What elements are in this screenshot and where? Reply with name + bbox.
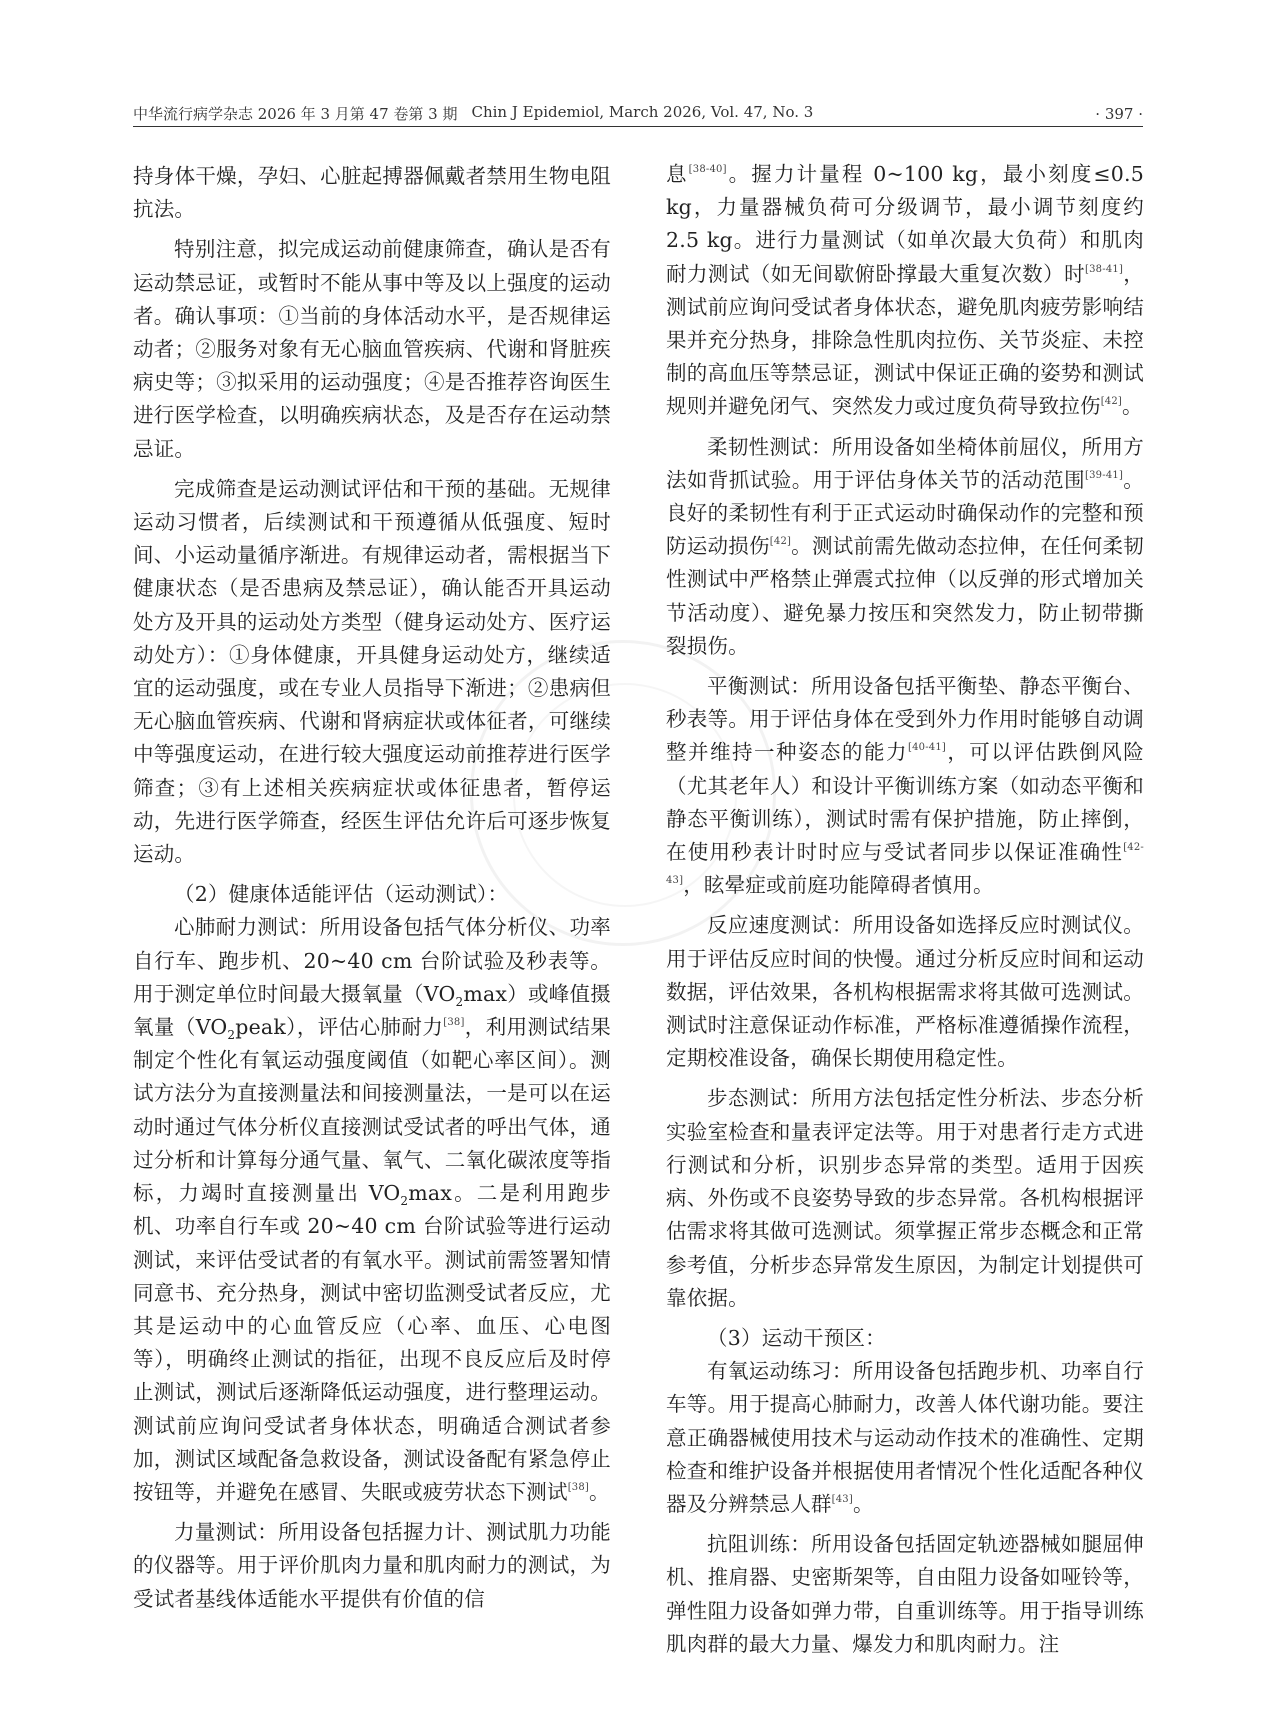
text-run: 息 xyxy=(666,162,689,186)
body-paragraph xyxy=(666,909,1144,1075)
citation-ref: [39-41] xyxy=(1085,469,1124,481)
body-paragraph xyxy=(133,160,611,226)
text-run: 有氧运动练习：所用设备包括跑步机、功率自行车等。用于提高心肺耐力，改善人体代谢功能。要注意正确器械使用技术与运动动作技术的准确性、定期检查和维护设备并根据使用者情况个性化适配各种仪器及分辨禁忌人群 xyxy=(666,1359,1144,1516)
text-run: 步态测试：所用方法包括定性分析法、步态分析实验室检查和量表评定法等。用于对患者行走方式进行测试和分析，识别步态异常的类型。适用于因疾病、外伤或不良姿势导致的步态异常。各机构根据评估需求将其做可选测试。须掌握正常步态概念和正常参考值，分析步态异常发生原因，为制定计划提供可靠依据。 xyxy=(666,1086,1144,1310)
text-run: 柔韧性测试：所用设备如坐椅体前屈仪，所用方法如背抓试验。用于评估身体关节的活动范围 xyxy=(666,434,1144,492)
text-run: max）或峰值摄氧量（VO xyxy=(133,981,611,1040)
citation-ref: [43] xyxy=(831,1493,853,1505)
text-run: 抗阻训练：所用设备包括固定轨迹器械如腿屈伸机、推肩器、史密斯架等，自由阻力设备如哑铃等，弹性阻力设备如弹力带，自重训练等。用于指导训练肌肉群的最大力量、爆发力和肌肉耐力。注 xyxy=(666,1532,1144,1656)
text-run: ，眩晕症或前庭功能障碍者慎用。 xyxy=(683,873,994,898)
text-run: （3）运动干预区： xyxy=(707,1325,886,1350)
citation-ref: [42] xyxy=(769,536,792,548)
journal-citation xyxy=(133,103,813,124)
subscript: 2 xyxy=(455,994,464,1009)
text-run: （2）健康体适能评估（运动测试）： xyxy=(174,882,509,907)
citation-ref: [38-41] xyxy=(1085,263,1124,275)
subscript: 2 xyxy=(227,1028,236,1043)
text-run: 完成筛查是运动测试评估和干预的基础。无规律运动习惯者，后续测试和干预遵循从低强度、短时间、小运动量循序渐进。有规律运动者，需根据当下健康状态（是否患病及禁忌证），确认能否开具运动处方及开具的运动处方类型（健身运动处方、医疗运动处方）：①身体健康，开具健身运动处方，继续适宜的运动强度，或在专业人员指导下渐进；②患病但无心脑血管疾病、代谢和肾病症状或体征者，可继续中等强度运动，在进行较大强度运动前推荐进行医学筛查；③有上述相关疾病症状或体征患者，暂停运动，先进行医学筛查，经医生评估允许后可逐步恢复运动。 xyxy=(133,476,611,867)
journal-title-en: Chin J Epidemiol, March 2026, Vol. 47, No. 3 xyxy=(471,103,814,121)
text-run: ，可以评估跌倒风险（尤其老年人）和设计平衡训练方案（如动态平衡和静态平衡训练），测试时需有保护措施，防止摔倒，在使用秒表计时时应与受试者同步以保证准确性 xyxy=(666,740,1144,865)
body-paragraph xyxy=(666,158,1144,424)
citation-ref: [38] xyxy=(443,1017,465,1029)
body-paragraph xyxy=(666,1322,1144,1355)
text-run: 。测试前需先做动态拉伸，在任何柔韧性测试中严格禁止弹震式拉伸（以反弹的形式增加关节活动度）、避免暴力按压和突然发力，防止韧带撕裂损伤。 xyxy=(666,534,1145,658)
text-run: 力量测试：所用设备包括握力计、测试肌力功能的仪器等。用于评价肌肉力量和肌肉耐力的测试，为受试者基线体适能水平提供有价值的信 xyxy=(133,1520,611,1611)
body-paragraph xyxy=(666,431,1144,663)
text-run: 反应速度测试：所用设备如选择反应时测试仪。用于评估反应时间的快慢。通过分析反应时间和运动数据，评估效果，各机构根据需求将其做可选测试。测试时注意保证动作标准，严格标准遵循操作流程，定期校准设备，确保长期使用稳定性。 xyxy=(666,913,1144,1071)
body-paragraph xyxy=(133,1516,611,1616)
citation-ref: [42] xyxy=(1100,396,1123,408)
text-run: ，测试前应询问受试者身体状态，避免肌肉疲劳影响结果并充分热身，排除急性肌肉拉伤、关节炎症、未控制的高血压等禁忌证，测试中保证正确的姿势和测试规则并避免闭气、突然发力或过度负荷导致拉伤 xyxy=(666,261,1144,419)
right-column xyxy=(666,158,1144,1668)
body-paragraph xyxy=(133,473,611,871)
text-run: 特别注意，拟完成运动前健康筛查，确认是否有运动禁忌证，或暂时不能从事中等及以上强度的运动者。确认事项：①当前的身体活动水平，是否规律运动者；②服务对象有无心脑血管疾病、代谢和肾脏疾病史等；③拟采用的运动强度；④是否推荐咨询医生进行医学检查，以明确疾病状态，及是否存在运动禁忌证。 xyxy=(133,237,611,461)
citation-ref: [42-43] xyxy=(666,842,1144,887)
journal-title-cn: 中华流行病学杂志 2026 年 3 月第 47 卷第 3 期 xyxy=(133,105,458,123)
body-paragraph xyxy=(133,233,611,465)
text-run: peak），评估心肺耐力 xyxy=(235,1015,444,1040)
subscript: 2 xyxy=(400,1194,409,1209)
header-divider xyxy=(133,126,1143,127)
page-number: · 397 · xyxy=(1095,104,1143,123)
text-run: ，利用测试结果制定个性化有氧运动强度阈值（如靶心率区间）。测试方法分为直接测量法和间接测量法，一是可以在运动时通过气体分析仪直接测试受试者的呼出气体，通过分析和计算每分通气量、氧气、二氧化碳浓度等指标，力竭时直接测量出 VO xyxy=(133,1015,611,1206)
text-run: 平衡测试：所用设备包括平衡垫、静态平衡台、秒表等。用于评估身体在受到外力作用时能够自动调整并维持一种姿态的能力 xyxy=(666,674,1144,765)
citation-ref: [38] xyxy=(567,1481,590,1493)
body-paragraph xyxy=(666,670,1144,902)
text-run: 。 xyxy=(1122,394,1143,419)
text-run: max。二是利用跑步机、功率自行车或 20~40 cm 台阶试验等进行运动测试，来评估受试者的有氧水平。测试前需签署知情同意书、充分热身，测试中密切监测受试者反应，尤其是运动中的心血管反应（心率、血压、心电图等），明确终止测试的指征，出现不良反应后及时停止测试，测试后逐渐降低运动强度，进行整理运动。测试前应询问受试者身体状态，明确适合测试者参加，测试区域配备急救设备，测试设备配有紧急停止按钮等，并避免在感冒、失眠或疲劳状态下测试 xyxy=(133,1181,611,1504)
body-paragraph xyxy=(666,1528,1144,1661)
body-paragraph xyxy=(133,878,611,911)
text-run: 。良好的柔韧性有利于正式运动时确保动作的完整和预防运动损伤 xyxy=(666,467,1144,559)
text-run: 。握力计量程 0~100 kg，最小刻度≤0.5 kg，力量器械负荷可分级调节，最小调节刻度约 2.5 kg。进行力量测试（如单次最大负荷）和肌肉耐力测试（如无间歇俯卧撑最大重复次数）时 xyxy=(666,162,1144,286)
running-header xyxy=(133,103,1143,124)
text-run: 。 xyxy=(589,1479,610,1504)
body-paragraph xyxy=(133,911,611,1509)
body-paragraph xyxy=(666,1082,1144,1314)
citation-ref: [38-40] xyxy=(688,164,727,175)
text-run: 持身体干燥，孕妇、心脏起搏器佩戴者禁用生物电阻抗法。 xyxy=(133,164,611,222)
text-run: 。 xyxy=(852,1491,874,1516)
text-run: 心肺耐力测试：所用设备包括气体分析仪、功率自行车、跑步机、20~40 cm 台阶试验及秒表等。用于测定单位时间最大摄氧量（VO xyxy=(133,915,611,1006)
citation-ref: [40-41] xyxy=(907,742,947,754)
left-column xyxy=(133,160,611,1623)
body-paragraph xyxy=(666,1355,1144,1521)
